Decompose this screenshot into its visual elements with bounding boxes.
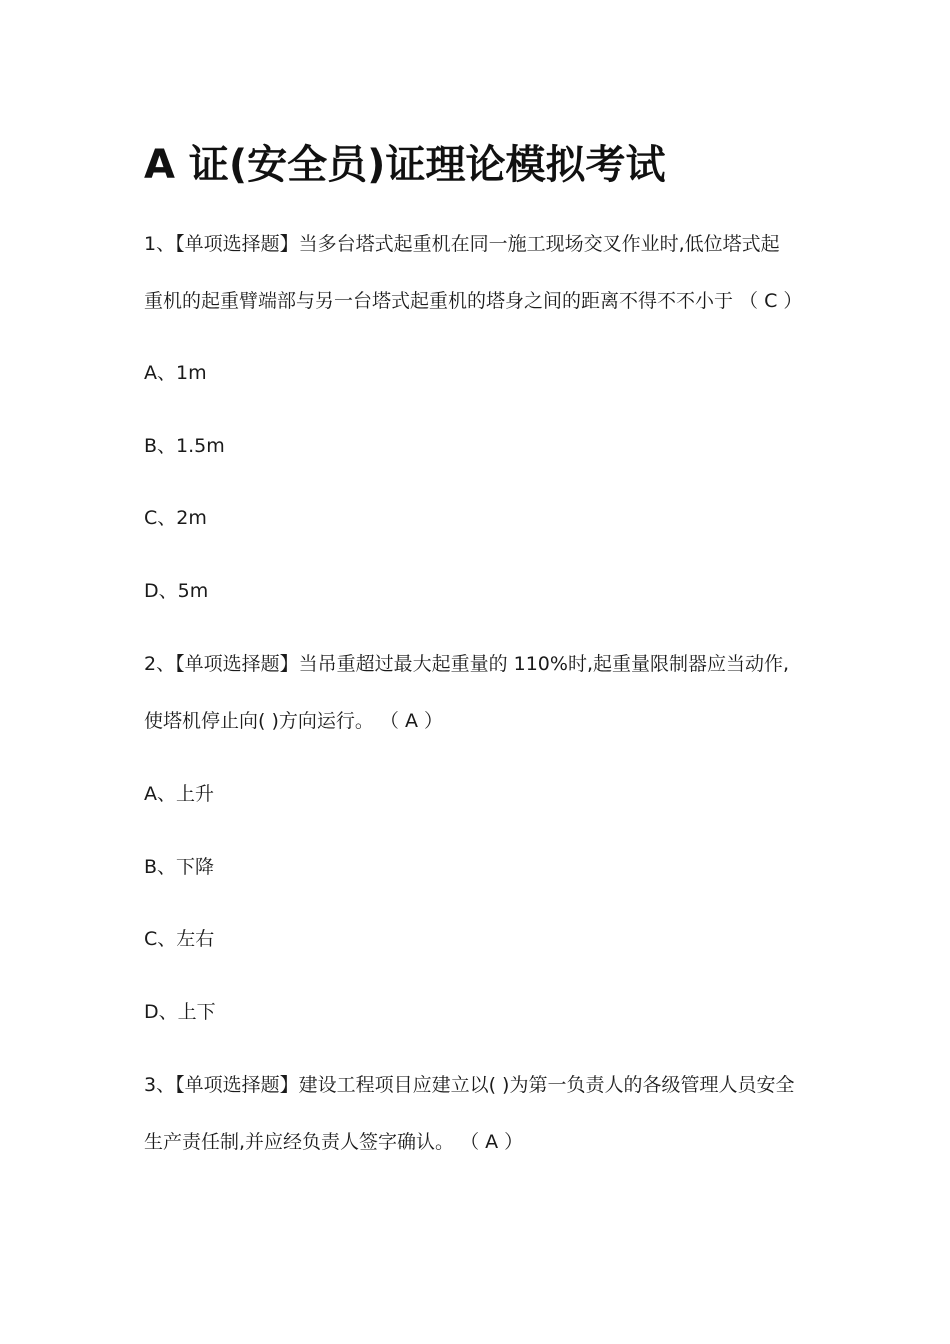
question-1-text-line-2: 重机的起重臂端部与另一台塔式起重机的塔身之间的距离不得不不小于 （ C ） (144, 290, 803, 312)
question-1-option-b: B、1.5m (144, 435, 225, 457)
question-2-option-a: A、上升 (144, 783, 214, 805)
question-1-option-a: A、1m (144, 362, 207, 384)
question-3-text-line-1: 3、【单项选择题】建设工程项目应建立以( )为第一负责人的各级管理人员安全 (144, 1074, 795, 1096)
question-2-text-line-2: 使塔机停止向( )方向运行。 （ A ） (144, 710, 443, 732)
question-1-text-line-1: 1、【单项选择题】当多台塔式起重机在同一施工现场交叉作业时,低位塔式起 (144, 233, 780, 255)
question-3-text-line-2: 生产责任制,并应经负责人签字确认。 （ A ） (144, 1131, 524, 1153)
question-2-option-b: B、下降 (144, 856, 215, 878)
question-2-option-d: D、上下 (144, 1001, 216, 1023)
question-2-text-line-1: 2、【单项选择题】当吊重超过最大起重量的 110%时,起重量限制器应当动作, (144, 653, 790, 675)
document-title: A 证(安全员)证理论模拟考试 (144, 142, 666, 188)
question-2-option-c: C、左右 (144, 928, 215, 950)
question-1-option-c: C、2m (144, 507, 207, 529)
question-1-option-d: D、5m (144, 580, 209, 602)
